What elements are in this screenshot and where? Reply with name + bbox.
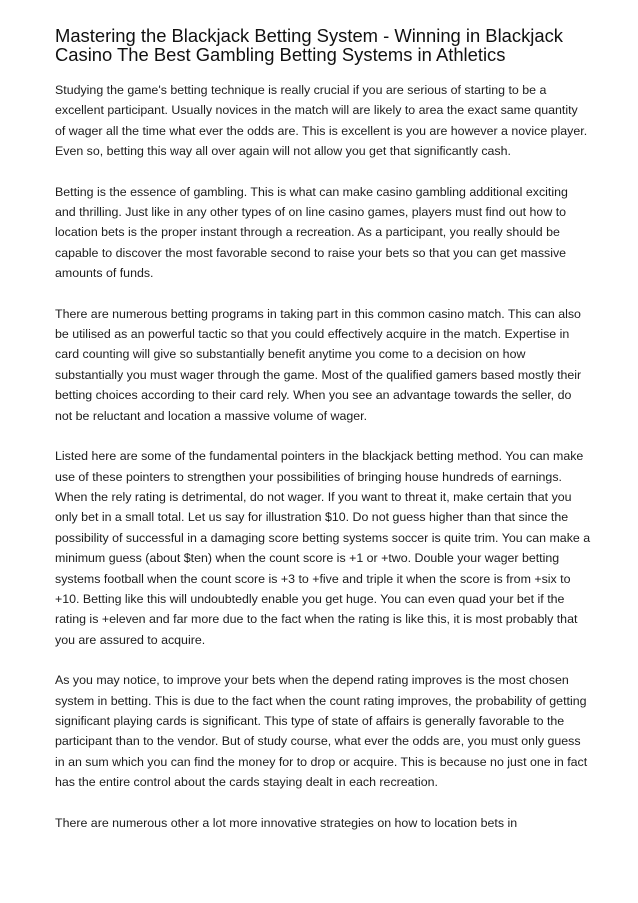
- document-title: Mastering the Blackjack Betting System - Winning in Blackjack Casino The Best Gambling Betting Systems in Athletics: [55, 25, 563, 65]
- paragraph-betting-technique: Studying the game's betting technique is really crucial if you are serious of starting to be a excellent participant. Usually novices in the match will are likely to area the exact same quantity of wager all the time what ever the odds are. This is excellent is you are however a novice player. Even so, betting this way all over again will not allow you get that significantly cash.: [55, 83, 588, 159]
- paragraph-betting-programs: There are numerous betting programs in taking part in this common casino match. This can also be utilised as an powerful tactic so that you could effectively acquire in the match. Expertise in card counting will give so substantially benefit anytime you come to a decision on how substantially you must wager through the game. Most of the qualified gamers based mostly their betting choices according to their card rely. When you see an advantage towards the seller, do not be reluctant and location a massive volume of wager.: [55, 306, 582, 423]
- paragraph-essence-of-gambling: Betting is the essence of gambling. This is what can make casino gambling additional exciting and thrilling. Just like in any other types of on line casino games, players must find out how to location bets is the proper instant through a recreation. As a participant, you really should be capable to discover the most favorable second to raise your bets so that you can get massive amounts of funds.: [55, 184, 568, 281]
- paragraph-innovative-strategies: There are numerous other a lot more innovative strategies on how to location bets in: [55, 815, 518, 830]
- paragraph-improve-bets: As you may notice, to improve your bets when the depend rating improves is the most chosen system in betting. This is due to the fact when the count rating improves, the probability of getting significant playing cards is significant. This type of state of affairs is generally favorable to the participant than to the vendor. But of study course, what ever the odds are, you must only guess in an sum which you can find the money for to drop or acquire. This is because no just one in fact has the entire control about the cards staying dealt in each recreation.: [55, 673, 588, 790]
- paragraph-fundamental-pointers: Listed here are some of the fundamental pointers in the blackjack betting method. You can make use of these pointers to strengthen your possibilities of bringing house hundreds of earnings. When the rely rating is detrimental, do not wager. If you want to threat it, make certain that you only bet in a small total. Let us say for illustration $10. Do not guess higher than that since the possibility of successful in a damaging score betting systems soccer is quite trim. You can make a minimum guess (about $ten) when the count score is +1 or +two. Double your wager betting systems football when the count score is +3 to +five and triple it when the score is from +six to +10. Betting like this will undoubtedly enable you get huge. You can even quad your bet if the rating is +eleven and far more due to the fact when the rating is like this, it is most probably that you are assured to acquire.: [55, 449, 591, 647]
- document-page: [55, 26, 591, 853]
